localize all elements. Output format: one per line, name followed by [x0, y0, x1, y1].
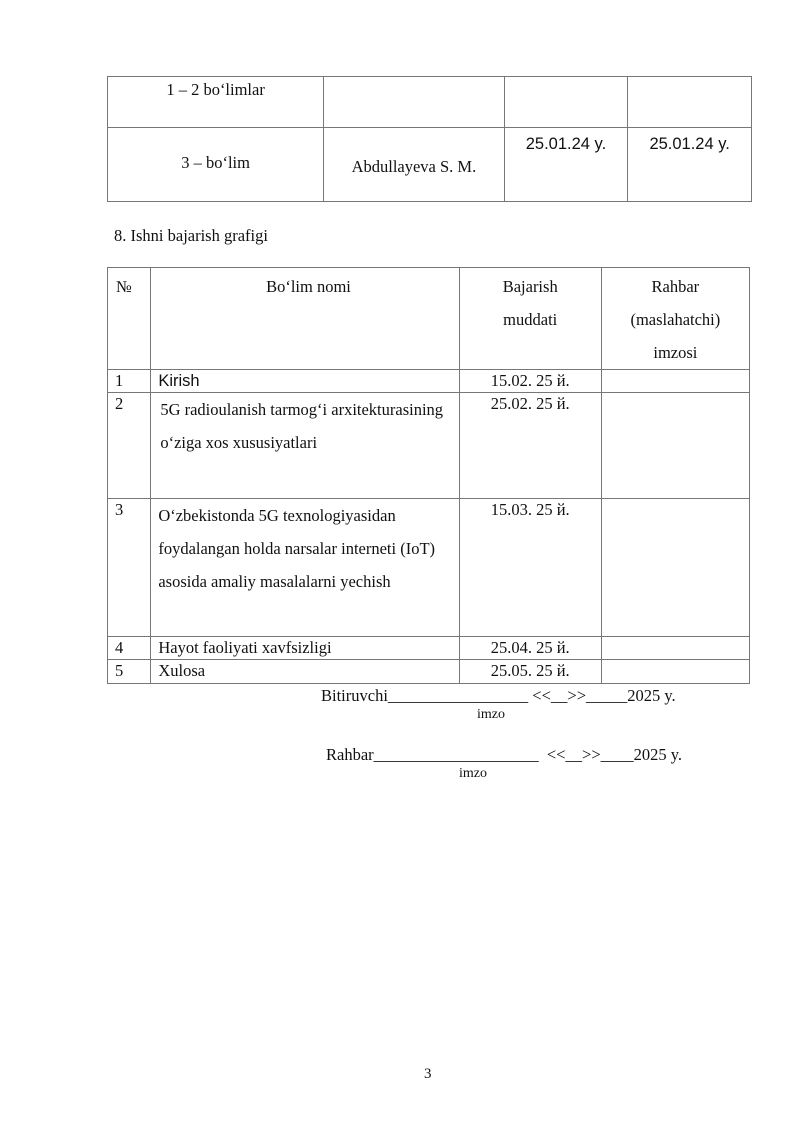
person-cell [324, 77, 504, 128]
table-row [108, 660, 750, 684]
graduate-signature-caption: imzo [477, 707, 505, 722]
header-deadline: Bajarish muddati [459, 268, 601, 370]
section-cell: 1 – 2 bo‘limlar [108, 77, 324, 128]
header-signature: Rahbar (maslahatchi) imzosi [601, 268, 749, 370]
row-name: Kirish [151, 370, 459, 393]
row-deadline: 15.02. 25 й. [459, 370, 601, 393]
row-number: 5 [108, 660, 151, 684]
row-number: 4 [108, 637, 151, 660]
row-signature [601, 637, 749, 660]
date-cell: 25.01.24 y. [504, 128, 628, 202]
row-name: 5G radioulanish tarmog‘i arxitekturasining o‘ziga xos xususiyatlari [151, 393, 459, 499]
row-name: Hayot faoliyati xavfsizligi [151, 637, 459, 660]
section-cell: 3 – bo‘lim [108, 128, 324, 202]
row-signature [601, 393, 749, 499]
header-no: № [108, 268, 151, 370]
page-number: 3 [424, 1066, 432, 1082]
table-row [108, 393, 750, 499]
table-row [108, 370, 750, 393]
table-row [108, 128, 752, 202]
graduate-signature-line: Bitiruvchi_________________ <<__>>_____2025 y. [321, 686, 676, 705]
schedule-heading: 8. Ishni bajarish grafigi [114, 226, 268, 245]
person-cell: Abdullayeva S. M. [324, 128, 504, 202]
schedule-table [107, 267, 750, 684]
assignment-table [107, 76, 752, 202]
row-deadline: 25.02. 25 й. [459, 393, 601, 499]
date-cell [628, 77, 752, 128]
row-signature [601, 499, 749, 637]
header-name: Bo‘lim nomi [151, 268, 459, 370]
row-number: 2 [108, 393, 151, 499]
row-name: Xulosa [151, 660, 459, 684]
table-header-row [108, 268, 750, 370]
row-name: O‘zbekistonda 5G texnologiyasidan foydalangan holda narsalar interneti (IoT) asosida amaliy masalalarni yechish [151, 499, 459, 637]
date-cell: 25.01.24 y. [628, 128, 752, 202]
table-row [108, 499, 750, 637]
row-signature [601, 660, 749, 684]
row-number: 3 [108, 499, 151, 637]
row-deadline: 15.03. 25 й. [459, 499, 601, 637]
row-signature [601, 370, 749, 393]
table-row [108, 637, 750, 660]
date-cell [504, 77, 628, 128]
row-number: 1 [108, 370, 151, 393]
row-deadline: 25.05. 25 й. [459, 660, 601, 684]
row-deadline: 25.04. 25 й. [459, 637, 601, 660]
supervisor-signature-caption: imzo [459, 766, 487, 781]
supervisor-signature-line: Rahbar____________________ <<__>>____2025 y. [326, 745, 683, 764]
table-row [108, 77, 752, 128]
